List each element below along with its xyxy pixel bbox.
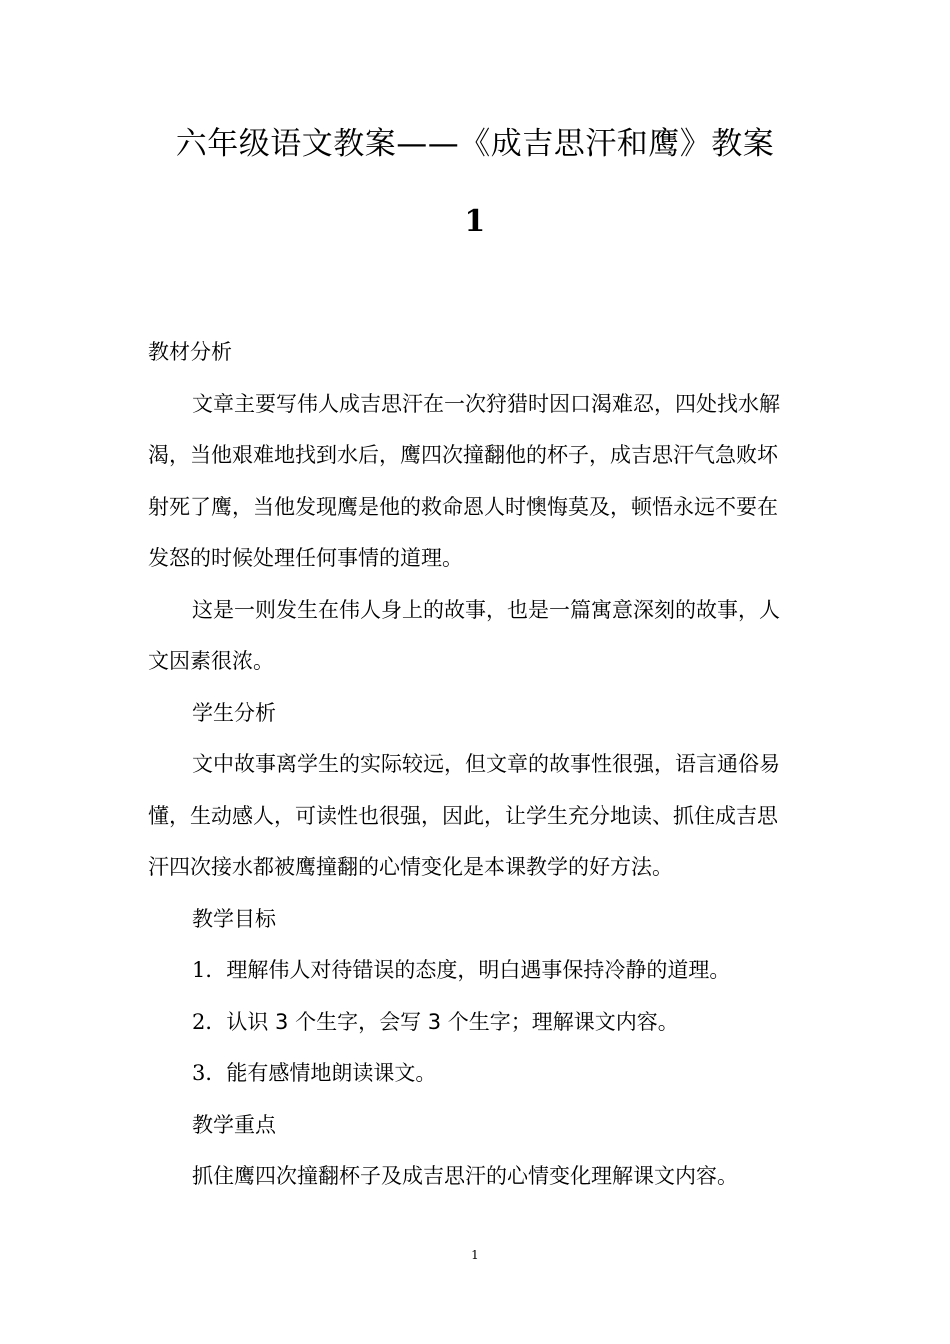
document-title-number: 1 [464,204,486,239]
paragraph: 文章主要写伟人成吉思汗在一次狩猎时因口渴难忍，四处找水解渴，当他艰难地找到水后，鹰四次撞翻他的杯子，成吉思汗气急败坏射死了鹰，当他发现鹰是他的救命恩人时懊悔莫及，顿悟永远不要在发怒的时候处理任何事情的道理。 [148,391,780,570]
list-item [148,1048,798,1100]
list-item [148,997,798,1049]
list-item-number: 1． [192,958,227,982]
list-item-text: 能有感情地朗读课文。 [226,1061,437,1085]
paragraph: 这是一则发生在伟人身上的故事，也是一篇寓意深刻的故事，人文因素很浓。 [148,597,780,673]
document-body [148,327,798,1203]
list-item-number: 2． [192,1009,227,1034]
section-heading-teaching-focus: 教学重点 [192,1112,276,1137]
list-item-text: 理解伟人对待错误的态度，明白遇事保持冷静的道理。 [226,958,731,982]
paragraph: 文中故事离学生的实际较远，但文章的故事性很强，语言通俗易懂，生动感人，可读性也很强，因此，让学生充分地读、抓住成吉思汗四次接水都被鹰撞翻的心情变化是本课教学的好方法。 [148,752,780,879]
list-item [148,945,798,997]
page-number: 1 [471,1248,479,1262]
section-heading-material-analysis: 教材分析 [148,340,232,364]
list-item-text: 认识 3 个生字，会写 3 个生字；理解课文内容。 [226,1009,679,1034]
list-item-number: 3． [192,1061,227,1085]
document-title: 六年级语文教案——《成吉思汗和鹰》教案 [175,126,775,162]
paragraph: 抓住鹰四次撞翻杯子及成吉思汗的心情变化理解课文内容。 [192,1164,738,1188]
section-heading-student-analysis: 学生分析 [192,700,276,725]
section-heading-teaching-goals: 教学目标 [192,906,276,931]
